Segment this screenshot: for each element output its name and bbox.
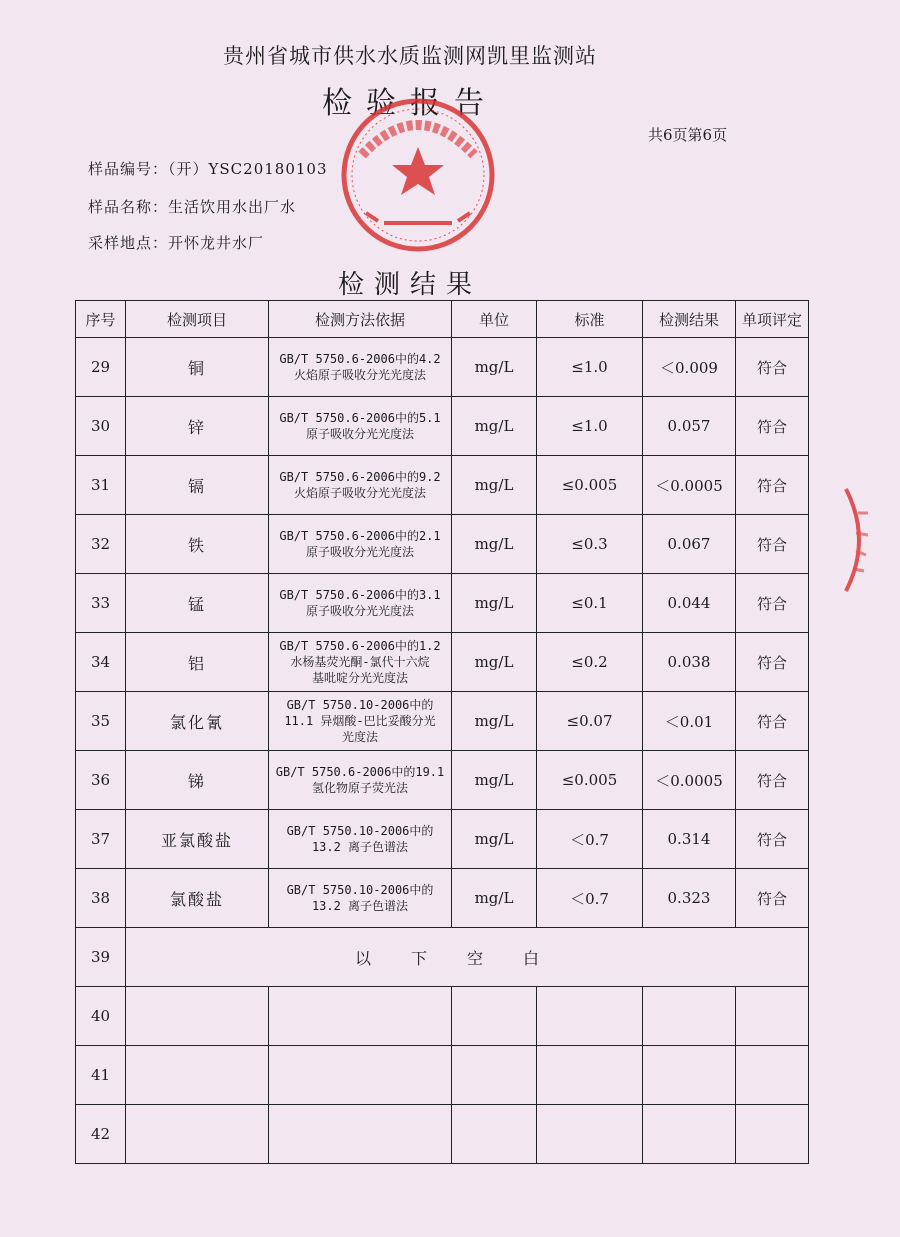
standard-cell: ≤0.2	[537, 633, 643, 692]
verdict-cell: 符合	[736, 869, 809, 928]
row-number: 39	[76, 928, 126, 987]
method-line: GB/T 5750.6-2006中的4.2	[279, 352, 441, 366]
results-table	[75, 300, 809, 1164]
row-number: 42	[76, 1105, 126, 1164]
report-title: 检验报告	[322, 86, 498, 121]
blank-marker-row	[76, 928, 809, 987]
row-number: 30	[76, 397, 126, 456]
test-method	[269, 751, 452, 810]
method-line: 火焰原子吸收分光光度法	[293, 368, 426, 382]
blank-below-text: 以下空白	[126, 928, 809, 987]
method-line: 原子吸收分光光度法	[305, 604, 414, 618]
page-info: 共6页第6页	[648, 126, 728, 144]
column-header: 单项评定	[736, 301, 809, 338]
row-number: 29	[76, 338, 126, 397]
method-line: GB/T 5750.6-2006中的2.1	[279, 529, 441, 543]
unit-cell: mg/L	[452, 397, 537, 456]
empty-cell	[537, 987, 643, 1046]
row-number: 40	[76, 987, 126, 1046]
sample-number: 样品编号：（开）YSC20180103	[88, 160, 328, 178]
standard-cell: ≤0.005	[537, 751, 643, 810]
test-item: 铝	[126, 633, 269, 692]
standard-cell: ≤1.0	[537, 338, 643, 397]
method-line: GB/T 5750.6-2006中的9.2	[279, 470, 441, 484]
column-header: 检测项目	[126, 301, 269, 338]
method-line: 光度法	[341, 730, 378, 744]
row-number: 34	[76, 633, 126, 692]
table-row	[76, 456, 809, 515]
unit-cell: mg/L	[452, 515, 537, 574]
method-line: GB/T 5750.10-2006中的	[286, 883, 434, 897]
unit-cell: mg/L	[452, 692, 537, 751]
unit-cell: mg/L	[452, 869, 537, 928]
table-row	[76, 574, 809, 633]
empty-row	[76, 1046, 809, 1105]
column-header: 检测结果	[643, 301, 736, 338]
row-number: 32	[76, 515, 126, 574]
table-header-row	[76, 301, 809, 338]
test-method	[269, 692, 452, 751]
result-cell: 0.057	[643, 397, 736, 456]
test-item: 铁	[126, 515, 269, 574]
row-number: 33	[76, 574, 126, 633]
result-cell: ＜0.0005	[643, 456, 736, 515]
result-cell: 0.067	[643, 515, 736, 574]
empty-cell	[452, 987, 537, 1046]
empty-cell	[452, 1046, 537, 1105]
test-item: 锌	[126, 397, 269, 456]
method-line: 火焰原子吸收分光光度法	[293, 486, 426, 500]
row-number: 38	[76, 869, 126, 928]
empty-cell	[126, 987, 269, 1046]
sampling-location: 采样地点：开怀龙井水厂	[88, 234, 265, 252]
result-cell: 0.314	[643, 810, 736, 869]
standard-cell: ≤0.005	[537, 456, 643, 515]
row-number: 35	[76, 692, 126, 751]
method-line: 原子吸收分光光度法	[305, 545, 414, 559]
verdict-cell: 符合	[736, 751, 809, 810]
method-line: 原子吸收分光光度法	[305, 427, 414, 441]
standard-cell: ＜0.7	[537, 810, 643, 869]
column-header: 标准	[537, 301, 643, 338]
test-item: 铜	[126, 338, 269, 397]
empty-cell	[736, 1105, 809, 1164]
standard-cell: ≤1.0	[537, 397, 643, 456]
verdict-cell: 符合	[736, 338, 809, 397]
empty-cell	[736, 1046, 809, 1105]
method-line: GB/T 5750.10-2006中的	[286, 824, 434, 838]
method-line: GB/T 5750.6-2006中的5.1	[279, 411, 441, 425]
method-line: 氢化物原子荧光法	[311, 781, 408, 795]
test-method	[269, 456, 452, 515]
empty-cell	[126, 1046, 269, 1105]
method-line: GB/T 5750.6-2006中的3.1	[279, 588, 441, 602]
table-row	[76, 515, 809, 574]
table-row	[76, 692, 809, 751]
table-row	[76, 633, 809, 692]
row-number: 31	[76, 456, 126, 515]
result-cell: 0.038	[643, 633, 736, 692]
method-line: GB/T 5750.10-2006中的	[286, 698, 434, 712]
empty-cell	[736, 987, 809, 1046]
column-header: 单位	[452, 301, 537, 338]
method-line: GB/T 5750.6-2006中的19.1	[275, 765, 445, 779]
organization-title: 贵州省城市供水水质监测网凯里监测站	[223, 44, 597, 68]
method-line: GB/T 5750.6-2006中的1.2	[279, 639, 441, 653]
test-method	[269, 633, 452, 692]
test-item: 锰	[126, 574, 269, 633]
method-line: 11.1 异烟酸-巴比妥酸分光	[284, 714, 436, 728]
test-item: 镉	[126, 456, 269, 515]
test-item: 氯酸盐	[126, 869, 269, 928]
empty-row	[76, 1105, 809, 1164]
test-method	[269, 515, 452, 574]
standard-cell: ≤0.07	[537, 692, 643, 751]
test-method	[269, 574, 452, 633]
result-cell: 0.044	[643, 574, 736, 633]
result-cell: ＜0.0005	[643, 751, 736, 810]
verdict-cell: 符合	[736, 810, 809, 869]
row-number: 37	[76, 810, 126, 869]
empty-cell	[269, 1046, 452, 1105]
row-number: 36	[76, 751, 126, 810]
result-cell: ＜0.009	[643, 338, 736, 397]
empty-cell	[643, 1105, 736, 1164]
test-method	[269, 869, 452, 928]
method-line: 13.2 离子色谱法	[311, 840, 409, 854]
empty-cell	[537, 1046, 643, 1105]
verdict-cell: 符合	[736, 574, 809, 633]
verdict-cell: 符合	[736, 692, 809, 751]
verdict-cell: 符合	[736, 456, 809, 515]
row-number: 41	[76, 1046, 126, 1105]
unit-cell: mg/L	[452, 456, 537, 515]
verdict-cell: 符合	[736, 633, 809, 692]
method-line: 水杨基荧光酮-氯代十六烷	[290, 655, 430, 669]
unit-cell: mg/L	[452, 338, 537, 397]
verdict-cell: 符合	[736, 515, 809, 574]
standard-cell: ＜0.7	[537, 869, 643, 928]
empty-cell	[537, 1105, 643, 1164]
verdict-cell: 符合	[736, 397, 809, 456]
method-line: 基吡啶分光光度法	[311, 671, 408, 685]
empty-cell	[126, 1105, 269, 1164]
test-item: 氯化氰	[126, 692, 269, 751]
results-heading: 检测结果	[337, 270, 482, 300]
result-cell: 0.323	[643, 869, 736, 928]
empty-cell	[452, 1105, 537, 1164]
standard-cell: ≤0.3	[537, 515, 643, 574]
column-header: 检测方法依据	[269, 301, 452, 338]
test-method	[269, 397, 452, 456]
table-row	[76, 338, 809, 397]
empty-cell	[643, 987, 736, 1046]
standard-cell: ≤0.1	[537, 574, 643, 633]
empty-cell	[269, 1105, 452, 1164]
unit-cell: mg/L	[452, 810, 537, 869]
table-row	[76, 751, 809, 810]
result-cell: ＜0.01	[643, 692, 736, 751]
empty-row	[76, 987, 809, 1046]
method-line: 13.2 离子色谱法	[311, 899, 409, 913]
table-row	[76, 869, 809, 928]
unit-cell: mg/L	[452, 633, 537, 692]
column-header: 序号	[76, 301, 126, 338]
table-row	[76, 810, 809, 869]
official-seal-stamp	[338, 95, 498, 255]
empty-cell	[269, 987, 452, 1046]
seam-stamp	[838, 485, 878, 595]
unit-cell: mg/L	[452, 751, 537, 810]
unit-cell: mg/L	[452, 574, 537, 633]
empty-cell	[643, 1046, 736, 1105]
table-row	[76, 397, 809, 456]
test-item: 锑	[126, 751, 269, 810]
test-method	[269, 338, 452, 397]
sample-name: 样品名称：生活饮用水出厂水	[88, 198, 297, 216]
test-method	[269, 810, 452, 869]
test-item: 亚氯酸盐	[126, 810, 269, 869]
